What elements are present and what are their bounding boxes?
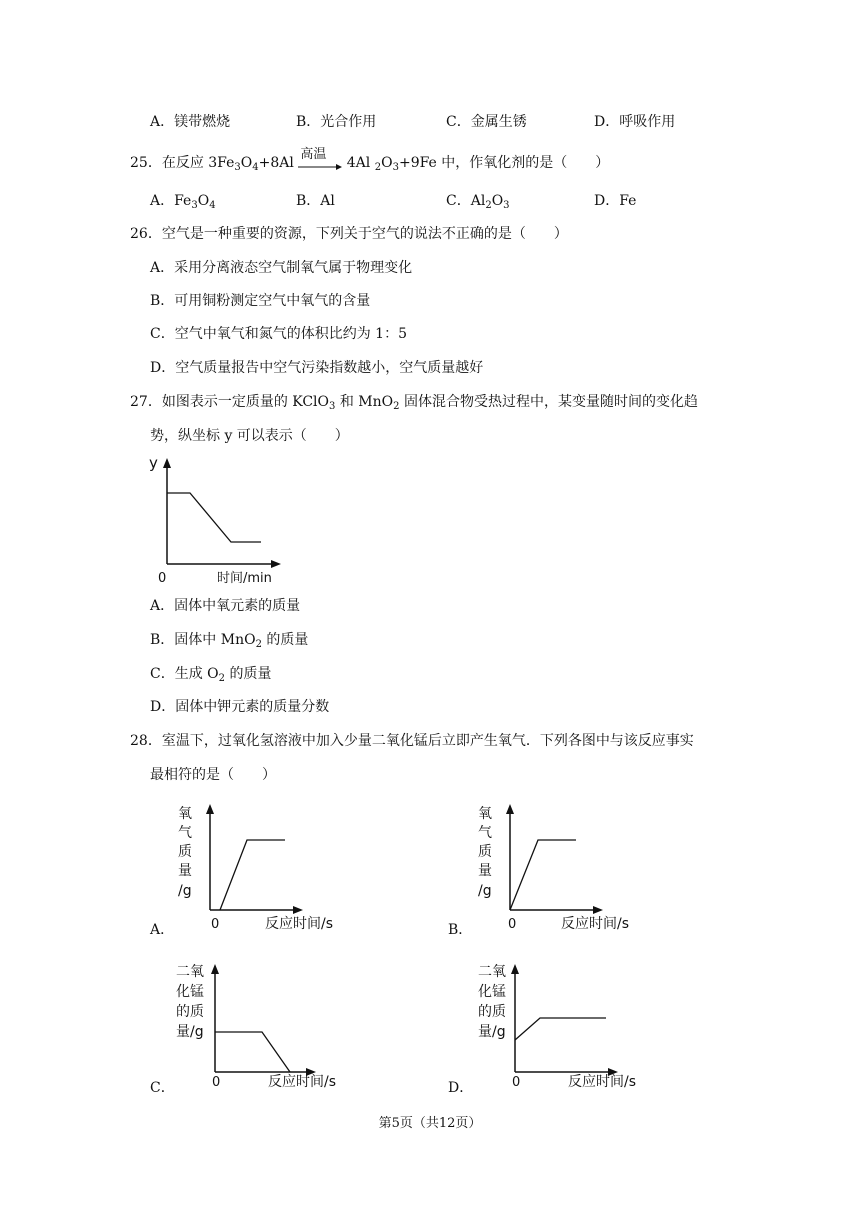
q25-condition: 高温 xyxy=(300,147,327,162)
q25-option-b: B．Al xyxy=(296,193,335,209)
q27-option-a: A．固体中氧元素的质量 xyxy=(150,598,301,614)
q27-option-d: D．固体中钾元素的质量分数 xyxy=(150,699,330,715)
q27-origin: 0 xyxy=(158,571,167,586)
q27-stem-line1: 27．如图表示一定质量的 KClO$_3$ 和 MnO$_2$ 固体混合物受热过程中，某变量随时间的变化趋 xyxy=(130,394,698,412)
q28-option-c-letter: C． xyxy=(150,1080,175,1096)
q26-option-b: B．可用铜粉测定空气中氧气的含量 xyxy=(150,293,371,309)
q28-graph-a xyxy=(175,800,375,940)
q28-option-a-letter: A． xyxy=(150,922,175,938)
q26-option-c: C．空气中氧气和氮气的体积比约为 1：5 xyxy=(150,326,407,342)
svg-text:的质: 的质 xyxy=(478,1004,506,1020)
q28-c-curve xyxy=(215,1032,290,1072)
q27-option-b: B．固体中 MnO$_2$ 的质量 xyxy=(150,632,309,650)
q27-y-label: y xyxy=(149,454,158,472)
q26-stem: 26．空气是一种重要的资源，下列关于空气的说法不正确的是（ ） xyxy=(130,226,568,242)
q28-option-d-letter: D． xyxy=(448,1080,474,1096)
q28-a-curve xyxy=(220,840,285,910)
q28-option-b-letter: B． xyxy=(448,922,473,938)
svg-text:/g: /g xyxy=(478,883,492,899)
q26-option-a: A．采用分离液态空气制氧气属于物理变化 xyxy=(150,260,413,276)
q28-d-x-label: 反应时间/s xyxy=(568,1074,637,1090)
q25-stem: 25．在反应 $3Fe_3O_4+8Al$ 高温 4Al $_2O_3+9Fe$ 中，作氧化剂的是（ ） xyxy=(130,147,610,173)
svg-text:二氧: 二氧 xyxy=(176,964,204,980)
q27-stem-part-c: 固体混合物受热过程中，某变量随时间的变化趋 xyxy=(399,394,698,410)
q28-graph-b xyxy=(475,800,675,940)
q26-option-d: D．空气质量报告中空气污染指数越小，空气质量越好 xyxy=(150,360,484,376)
q28-stem-line1: 28．室温下，过氧化氢溶液中加入少量二氧化锰后立即产生氧气．下列各图中与该反应事实 xyxy=(130,733,694,749)
q25-option-a: A．$Fe_3O_4$ xyxy=(150,193,216,211)
svg-text:量: 量 xyxy=(178,863,192,879)
svg-text:量/g: 量/g xyxy=(478,1024,506,1040)
svg-text:氧: 氧 xyxy=(178,806,192,822)
q24-option-c: C．金属生锈 xyxy=(446,114,527,130)
q25-prefix: 25．在反应 3Fe xyxy=(130,155,235,171)
svg-text:气: 气 xyxy=(178,825,192,841)
q28-b-curve xyxy=(510,840,576,910)
q28-graph-c xyxy=(172,958,372,1098)
svg-text:质: 质 xyxy=(178,844,192,860)
q25-option-d: D．Fe xyxy=(594,193,637,209)
q28-a-origin: 0 xyxy=(211,917,220,932)
q25-option-c: C．$Al_2O_3$ xyxy=(446,193,510,211)
q24-option-a: A．镁带燃烧 xyxy=(150,114,231,130)
q28-b-origin: 0 xyxy=(508,917,517,932)
q27-stem-part-a: 27．如图表示一定质量的 KClO xyxy=(130,394,330,410)
svg-text:量/g: 量/g xyxy=(176,1024,204,1040)
svg-text:二氧: 二氧 xyxy=(478,964,506,980)
q27-x-label: 时间/min xyxy=(217,571,272,586)
q28-a-x-label: 反应时间/s xyxy=(265,916,334,932)
q25-reaction-arrow xyxy=(298,147,342,173)
q28-c-y-label xyxy=(176,964,204,1040)
q27-graph xyxy=(145,448,285,588)
svg-text:量: 量 xyxy=(478,863,492,879)
q28-b-x-label: 反应时间/s xyxy=(561,916,630,932)
q28-graph-d xyxy=(474,958,674,1098)
svg-text:的质: 的质 xyxy=(176,1004,204,1020)
q28-a-y-label xyxy=(178,806,192,899)
q28-stem-line2: 最相符的是（ ） xyxy=(150,767,276,783)
reaction-arrow-icon xyxy=(298,161,342,171)
q27-stem-part-b: 和 MnO xyxy=(335,394,394,410)
q28-d-curve xyxy=(515,1018,606,1040)
q28-b-y-label xyxy=(478,806,492,899)
q27-curve xyxy=(167,493,261,542)
q24-option-d: D．呼吸作用 xyxy=(594,114,676,130)
svg-text:/g: /g xyxy=(178,883,192,899)
svg-text:化锰: 化锰 xyxy=(176,984,204,1000)
q28-d-y-label xyxy=(478,964,506,1040)
svg-text:氧: 氧 xyxy=(478,806,492,822)
svg-text:化锰: 化锰 xyxy=(478,984,506,1000)
q28-c-x-label: 反应时间/s xyxy=(268,1074,337,1090)
q24-option-b: B．光合作用 xyxy=(296,114,377,130)
q28-d-origin: 0 xyxy=(512,1075,521,1090)
svg-text:气: 气 xyxy=(478,825,492,841)
q27-stem-line2: 势，纵坐标 y 可以表示（ ） xyxy=(150,428,349,444)
svg-text:质: 质 xyxy=(478,844,492,860)
q27-option-c: C．生成 $O_2$ 的质量 xyxy=(150,666,272,684)
page-footer: 第5页（共12页） xyxy=(378,1116,482,1131)
q25-suffix: 中，作氧化剂的是（ ） xyxy=(436,155,610,171)
q28-c-origin: 0 xyxy=(212,1075,221,1090)
